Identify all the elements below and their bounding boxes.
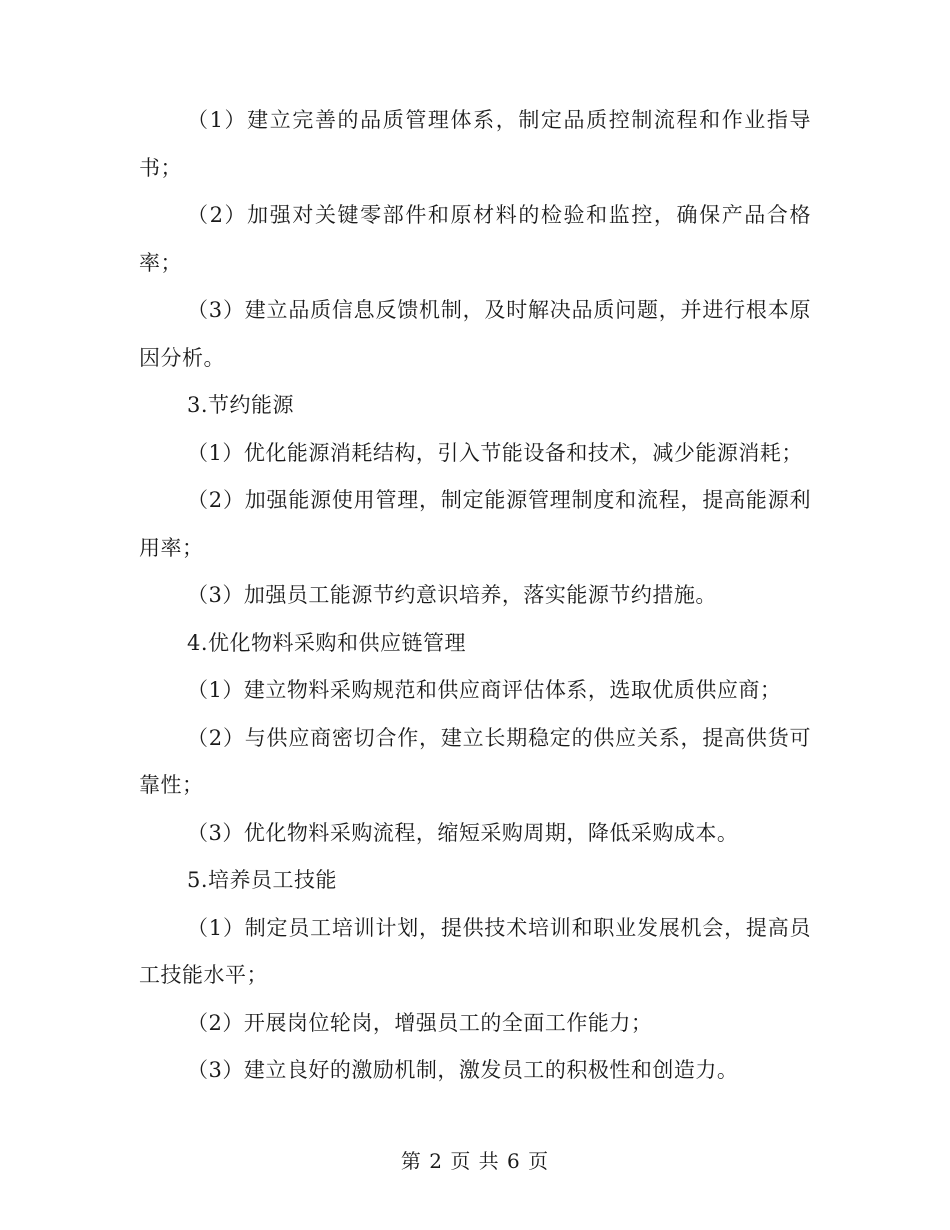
section-heading-procurement: 4.优化物料采购和供应链管理 [187,630,467,655]
paragraph-energy-3: （3）加强员工能源节约意识培养，落实能源节约措施。 [187,583,717,607]
section-heading-energy: 3.节约能源 [187,393,295,417]
page-footer [0,1147,950,1175]
paragraph-quality-2: （2）加强对关键零部件和原材料的检验和监控，确保产品合格率； [139,203,811,275]
paragraph-energy-1: （1）优化能源消耗结构，引入节能设备和技术，减少能源消耗； [187,440,803,465]
paragraph-procurement-1: （1）建立物料采购规范和供应商评估体系，选取优质供应商； [187,678,782,702]
paragraph-procurement-3: （3）优化物料采购流程，缩短采购周期，降低采购成本。 [187,820,739,845]
paragraph-training-2: （2）开展岗位轮岗，增强员工的全面工作能力； [187,1010,653,1035]
paragraph-training-3: （3）建立良好的激励机制，激发员工的积极性和创造力。 [187,1058,739,1082]
document-body [139,97,811,1095]
paragraph-procurement-2: （2）与供应商密切合作，建立长期稳定的供应关系，提高供货可靠性； [139,725,811,797]
page-indicator: 第 2 页 共 6 页 [400,1149,550,1173]
paragraph-quality-1: （1）建立完善的品质管理体系，制定品质控制流程和作业指导书； [139,108,811,180]
paragraph-quality-3: （3）建立品质信息反馈机制，及时解决品质问题，并进行根本原因分析。 [139,298,811,370]
section-heading-training: 5.培养员工技能 [187,868,338,892]
paragraph-energy-2: （2）加强能源使用管理，制定能源管理制度和流程，提高能源利用率； [139,488,811,560]
paragraph-training-1: （1）制定员工培训计划，提供技术培训和职业发展机会，提高员工技能水平； [139,915,811,987]
